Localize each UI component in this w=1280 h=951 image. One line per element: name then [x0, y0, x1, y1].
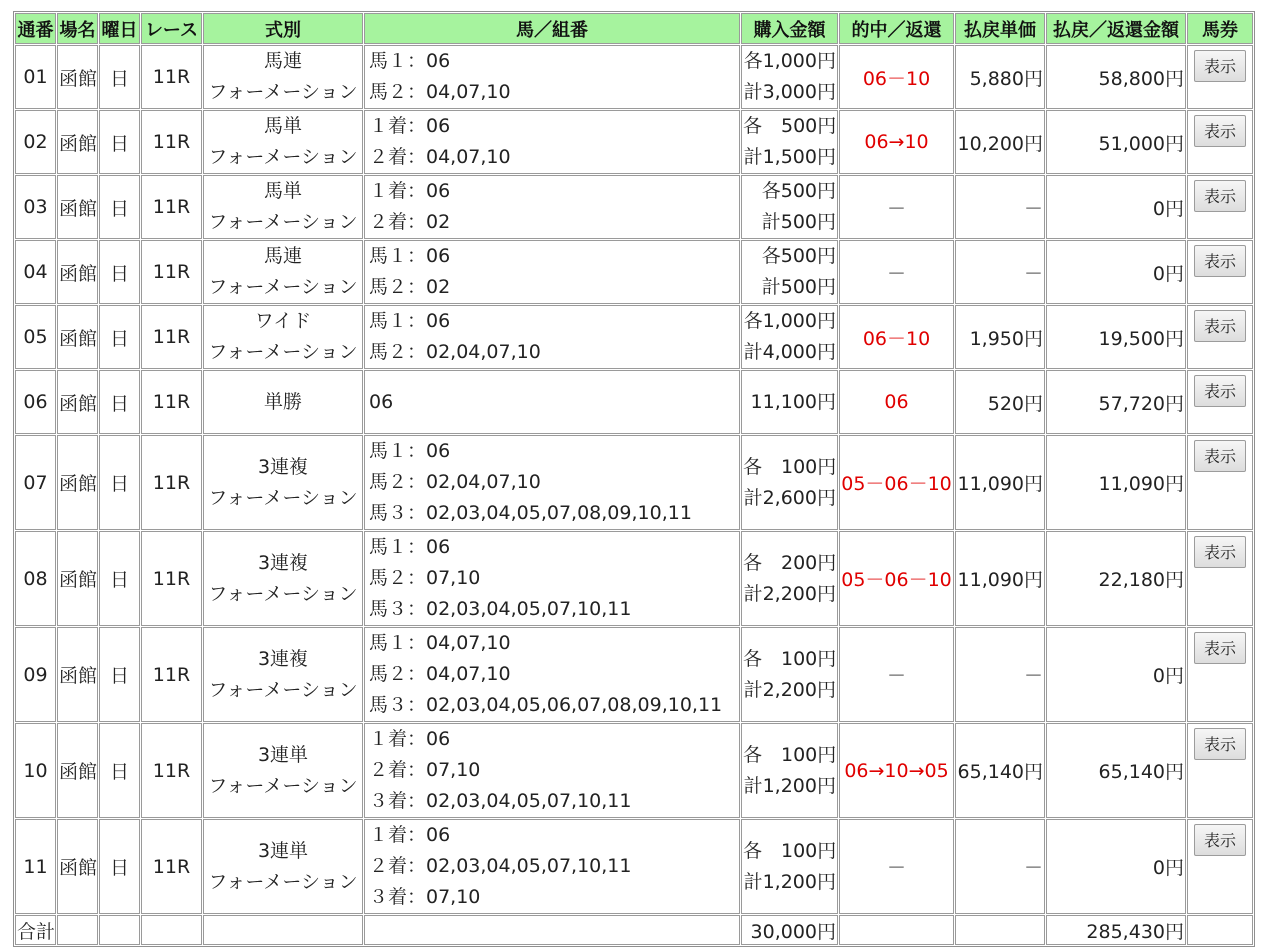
combination-line: 馬１：04,07,10: [369, 632, 511, 654]
combination-line: 06: [369, 390, 394, 413]
purchase-amount-line: 計500円: [761, 211, 836, 233]
race-number: 11R: [141, 627, 202, 722]
bet-row: [15, 531, 1253, 626]
payout-amount: 58,800円: [1046, 45, 1186, 109]
weekday: 日: [99, 627, 140, 722]
venue: 函館: [57, 723, 98, 818]
show-ticket-button[interactable]: 表示: [1194, 536, 1246, 568]
weekday: 日: [99, 45, 140, 109]
header-ticket: 馬券: [1187, 13, 1253, 44]
combination-line: 馬２：04,07,10: [369, 663, 511, 685]
bet-type-line: 3連複: [257, 647, 309, 670]
ticket-cell: [1187, 305, 1253, 369]
purchase-amount: [741, 627, 838, 722]
bet-type-line: フォーメーション: [208, 211, 358, 233]
hit-result: 06→10: [839, 110, 954, 174]
race-number: 11R: [141, 370, 202, 434]
show-ticket-button[interactable]: 表示: [1194, 310, 1246, 342]
total-row: [15, 915, 1253, 945]
purchase-amount-line: 計1,200円: [743, 774, 836, 797]
total-empty-cell: [99, 915, 140, 945]
combination-line: 馬３：02,03,04,05,07,10,11: [369, 598, 632, 620]
combination-line: ３着：02,03,04,05,07,10,11: [369, 790, 632, 812]
bet-type-line: フォーメーション: [208, 276, 358, 298]
ticket-cell: [1187, 723, 1253, 818]
hit-result: －: [839, 240, 954, 304]
combination-line: 馬３：02,03,04,05,06,07,08,09,10,11: [369, 694, 723, 716]
bet-type-line: 馬連: [263, 50, 302, 72]
bet-type-line: 3連単: [257, 839, 309, 862]
total-payout-amount: 285,430円: [1046, 915, 1186, 945]
bet-type-line: フォーメーション: [208, 486, 358, 509]
total-empty-cell: [57, 915, 98, 945]
combination: [364, 370, 740, 434]
bet-number: 03: [15, 175, 56, 239]
race-number: 11R: [141, 819, 202, 914]
combination-line: 馬２：02: [369, 276, 451, 298]
ticket-cell: [1187, 819, 1253, 914]
weekday: 日: [99, 110, 140, 174]
weekday: 日: [99, 305, 140, 369]
bet-row: [15, 45, 1253, 109]
payout-amount: 22,180円: [1046, 531, 1186, 626]
purchase-amount-line: 11,100円: [750, 390, 836, 413]
combination-line: 馬２：02,04,07,10: [369, 341, 541, 363]
unit-payout: 11,090円: [955, 435, 1045, 530]
purchase-amount-line: 各 100円: [743, 455, 837, 478]
weekday: 日: [99, 240, 140, 304]
ticket-cell: [1187, 627, 1253, 722]
show-ticket-button[interactable]: 表示: [1194, 440, 1246, 472]
unit-payout: 520円: [955, 370, 1045, 434]
combination: [364, 435, 740, 530]
purchase-amount-line: 計2,200円: [743, 678, 836, 701]
bet-row: [15, 435, 1253, 530]
show-ticket-button[interactable]: 表示: [1194, 375, 1246, 407]
unit-payout: 1,950円: [955, 305, 1045, 369]
show-ticket-button[interactable]: 表示: [1194, 245, 1246, 277]
combination-line: １着：06: [369, 115, 451, 137]
combination-line: ２着：07,10: [369, 759, 481, 781]
header-combination: 馬／組番: [364, 13, 740, 44]
bet-number: 10: [15, 723, 56, 818]
purchase-amount-line: 各1,000円: [743, 310, 836, 332]
combination: [364, 627, 740, 722]
purchase-amount-line: 計3,000円: [743, 81, 836, 103]
bet-row: [15, 305, 1253, 369]
payout-amount: 65,140円: [1046, 723, 1186, 818]
purchase-amount: [741, 435, 838, 530]
unit-payout: 65,140円: [955, 723, 1045, 818]
show-ticket-button[interactable]: 表示: [1194, 728, 1246, 760]
bet-type: [203, 819, 363, 914]
payout-amount: 57,720円: [1046, 370, 1186, 434]
combination-line: 馬２：02,04,07,10: [369, 471, 541, 493]
bet-rows: [15, 45, 1253, 914]
bet-number: 02: [15, 110, 56, 174]
hit-result: －: [839, 175, 954, 239]
venue: 函館: [57, 435, 98, 530]
payout-amount: 0円: [1046, 240, 1186, 304]
race-number: 11R: [141, 723, 202, 818]
purchase-amount-line: 各500円: [761, 180, 836, 202]
purchase-amount: [741, 531, 838, 626]
hit-result: 06－10: [839, 45, 954, 109]
race-number: 11R: [141, 305, 202, 369]
combination-line: １着：06: [369, 824, 451, 846]
purchase-amount-line: 各 100円: [743, 839, 837, 862]
bet-row: [15, 175, 1253, 239]
purchase-amount: [741, 240, 838, 304]
ticket-cell: [1187, 45, 1253, 109]
total-empty-cell: [1187, 915, 1253, 945]
header-bet-type: 式別: [203, 13, 363, 44]
bet-row: [15, 819, 1253, 914]
show-ticket-button[interactable]: 表示: [1194, 50, 1246, 82]
combination: [364, 305, 740, 369]
bet-number: 09: [15, 627, 56, 722]
bet-type: [203, 175, 363, 239]
header-unit-payout: 払戻単価: [955, 13, 1045, 44]
bet-type-line: フォーメーション: [208, 774, 358, 797]
combination-line: １着：06: [369, 728, 451, 750]
race-number: 11R: [141, 110, 202, 174]
header-row: [15, 13, 1253, 44]
combination: [364, 45, 740, 109]
ticket-cell: [1187, 175, 1253, 239]
bet-type-line: 馬単: [263, 180, 302, 202]
show-ticket-button[interactable]: 表示: [1194, 632, 1246, 664]
show-ticket-button[interactable]: 表示: [1194, 824, 1246, 856]
venue: 函館: [57, 305, 98, 369]
bet-row: [15, 370, 1253, 434]
purchase-amount: [741, 110, 838, 174]
combination: [364, 723, 740, 818]
bet-type-line: 馬連: [263, 245, 302, 267]
hit-result: －: [839, 627, 954, 722]
payout-amount: 11,090円: [1046, 435, 1186, 530]
purchase-amount-line: 各 100円: [743, 743, 837, 766]
bet-type-line: ワイド: [254, 310, 312, 332]
venue: 函館: [57, 370, 98, 434]
combination: [364, 110, 740, 174]
bet-number: 01: [15, 45, 56, 109]
header-payout-refund-amount: 払戻／返還金額: [1046, 13, 1186, 44]
unit-payout: －: [955, 240, 1045, 304]
combination-line: 馬１：06: [369, 245, 451, 267]
purchase-amount-line: 計500円: [761, 276, 836, 298]
header-venue: 場名: [57, 13, 98, 44]
ticket-cell: [1187, 531, 1253, 626]
bet-type: [203, 305, 363, 369]
hit-result: 06－10: [839, 305, 954, 369]
weekday: 日: [99, 531, 140, 626]
hit-result: 06: [839, 370, 954, 434]
ticket-cell: [1187, 435, 1253, 530]
bet-type: [203, 723, 363, 818]
purchase-amount-line: 計2,200円: [743, 582, 836, 605]
header-weekday: 曜日: [99, 13, 140, 44]
combination-line: １着：06: [369, 180, 451, 202]
purchase-amount-line: 計2,600円: [743, 486, 836, 509]
combination-line: 馬１：06: [369, 310, 451, 332]
bet-type-line: フォーメーション: [208, 582, 358, 605]
race-number: 11R: [141, 175, 202, 239]
hit-result: －: [839, 819, 954, 914]
total-empty-cell: [839, 915, 954, 945]
bet-type: [203, 240, 363, 304]
hit-result: 05－06－10: [839, 531, 954, 626]
bet-number: 06: [15, 370, 56, 434]
bet-history-table: [13, 11, 1255, 947]
hit-result: 06→10→05: [839, 723, 954, 818]
bet-number: 07: [15, 435, 56, 530]
purchase-amount-line: 各1,000円: [743, 50, 836, 72]
hit-result: 05－06－10: [839, 435, 954, 530]
combination-line: ２着：04,07,10: [369, 146, 511, 168]
bet-type: [203, 435, 363, 530]
payout-amount: 19,500円: [1046, 305, 1186, 369]
purchase-amount-line: 計4,000円: [743, 341, 836, 363]
bet-type-line: フォーメーション: [208, 678, 358, 701]
combination: [364, 819, 740, 914]
combination: [364, 240, 740, 304]
venue: 函館: [57, 531, 98, 626]
payout-amount: 0円: [1046, 819, 1186, 914]
combination-line: 馬１：06: [369, 536, 451, 558]
bet-type: [203, 110, 363, 174]
combination-line: 馬１：06: [369, 50, 451, 72]
unit-payout: －: [955, 819, 1045, 914]
weekday: 日: [99, 435, 140, 530]
bet-row: [15, 240, 1253, 304]
bet-type-line: フォーメーション: [208, 341, 358, 363]
bet-type-line: フォーメーション: [208, 81, 358, 103]
unit-payout: －: [955, 175, 1045, 239]
bet-number: 08: [15, 531, 56, 626]
unit-payout: 10,200円: [955, 110, 1045, 174]
unit-payout: 5,880円: [955, 45, 1045, 109]
bet-type-line: 3連単: [257, 743, 309, 766]
show-ticket-button[interactable]: 表示: [1194, 115, 1246, 147]
weekday: 日: [99, 723, 140, 818]
weekday: 日: [99, 370, 140, 434]
purchase-amount: [741, 370, 838, 434]
bet-type-line: フォーメーション: [208, 870, 358, 893]
payout-amount: 0円: [1046, 175, 1186, 239]
purchase-amount-line: 各 100円: [743, 647, 837, 670]
race-number: 11R: [141, 240, 202, 304]
bet-type: [203, 627, 363, 722]
combination-line: 馬２：04,07,10: [369, 81, 511, 103]
total-label: 合計: [15, 915, 56, 945]
venue: 函館: [57, 110, 98, 174]
purchase-amount-line: 各500円: [761, 245, 836, 267]
unit-payout: 11,090円: [955, 531, 1045, 626]
combination-line: ２着：02: [369, 211, 451, 233]
bet-type-line: 単勝: [263, 390, 302, 413]
combination-line: 馬３：02,03,04,05,07,08,09,10,11: [369, 502, 692, 524]
weekday: 日: [99, 175, 140, 239]
ticket-cell: [1187, 110, 1253, 174]
bet-type-line: 3連複: [257, 455, 309, 478]
race-number: 11R: [141, 45, 202, 109]
bet-number: 11: [15, 819, 56, 914]
total-empty-cell: [955, 915, 1045, 945]
purchase-amount-line: 各 500円: [743, 115, 837, 137]
ticket-cell: [1187, 240, 1253, 304]
bet-number: 05: [15, 305, 56, 369]
combination-line: 馬１：06: [369, 440, 451, 462]
bet-row: [15, 627, 1253, 722]
purchase-amount: [741, 45, 838, 109]
bet-type: [203, 531, 363, 626]
venue: 函館: [57, 627, 98, 722]
venue: 函館: [57, 175, 98, 239]
bet-type: [203, 45, 363, 109]
bet-type-line: 3連複: [257, 551, 309, 574]
combination: [364, 175, 740, 239]
total-empty-cell: [203, 915, 363, 945]
purchase-amount-line: 各 200円: [743, 551, 837, 574]
purchase-amount-line: 計1,500円: [743, 146, 836, 168]
bet-number: 04: [15, 240, 56, 304]
venue: 函館: [57, 819, 98, 914]
header-bet-number: 通番: [15, 13, 56, 44]
show-ticket-button[interactable]: 表示: [1194, 180, 1246, 212]
bet-row: [15, 110, 1253, 174]
header-hit-refund: 的中／返還: [839, 13, 954, 44]
unit-payout: －: [955, 627, 1045, 722]
race-number: 11R: [141, 531, 202, 626]
purchase-amount: [741, 723, 838, 818]
purchase-amount: [741, 305, 838, 369]
ticket-cell: [1187, 370, 1253, 434]
bet-type-line: フォーメーション: [208, 146, 358, 168]
venue: 函館: [57, 240, 98, 304]
header-race: レース: [141, 13, 202, 44]
combination-line: 馬２：07,10: [369, 567, 481, 589]
total-empty-cell: [364, 915, 740, 945]
combination-line: ３着：07,10: [369, 886, 481, 908]
venue: 函館: [57, 45, 98, 109]
total-empty-cell: [141, 915, 202, 945]
bet-type-line: 馬単: [263, 115, 302, 137]
header-purchase-amount: 購入金額: [741, 13, 838, 44]
race-number: 11R: [141, 435, 202, 530]
purchase-amount: [741, 819, 838, 914]
bet-type: [203, 370, 363, 434]
combination: [364, 531, 740, 626]
payout-amount: 51,000円: [1046, 110, 1186, 174]
weekday: 日: [99, 819, 140, 914]
purchase-amount-line: 計1,200円: [743, 870, 836, 893]
combination-line: ２着：02,03,04,05,07,10,11: [369, 855, 632, 877]
payout-amount: 0円: [1046, 627, 1186, 722]
purchase-amount: [741, 175, 838, 239]
total-purchase-amount: 30,000円: [741, 915, 838, 945]
bet-row: [15, 723, 1253, 818]
